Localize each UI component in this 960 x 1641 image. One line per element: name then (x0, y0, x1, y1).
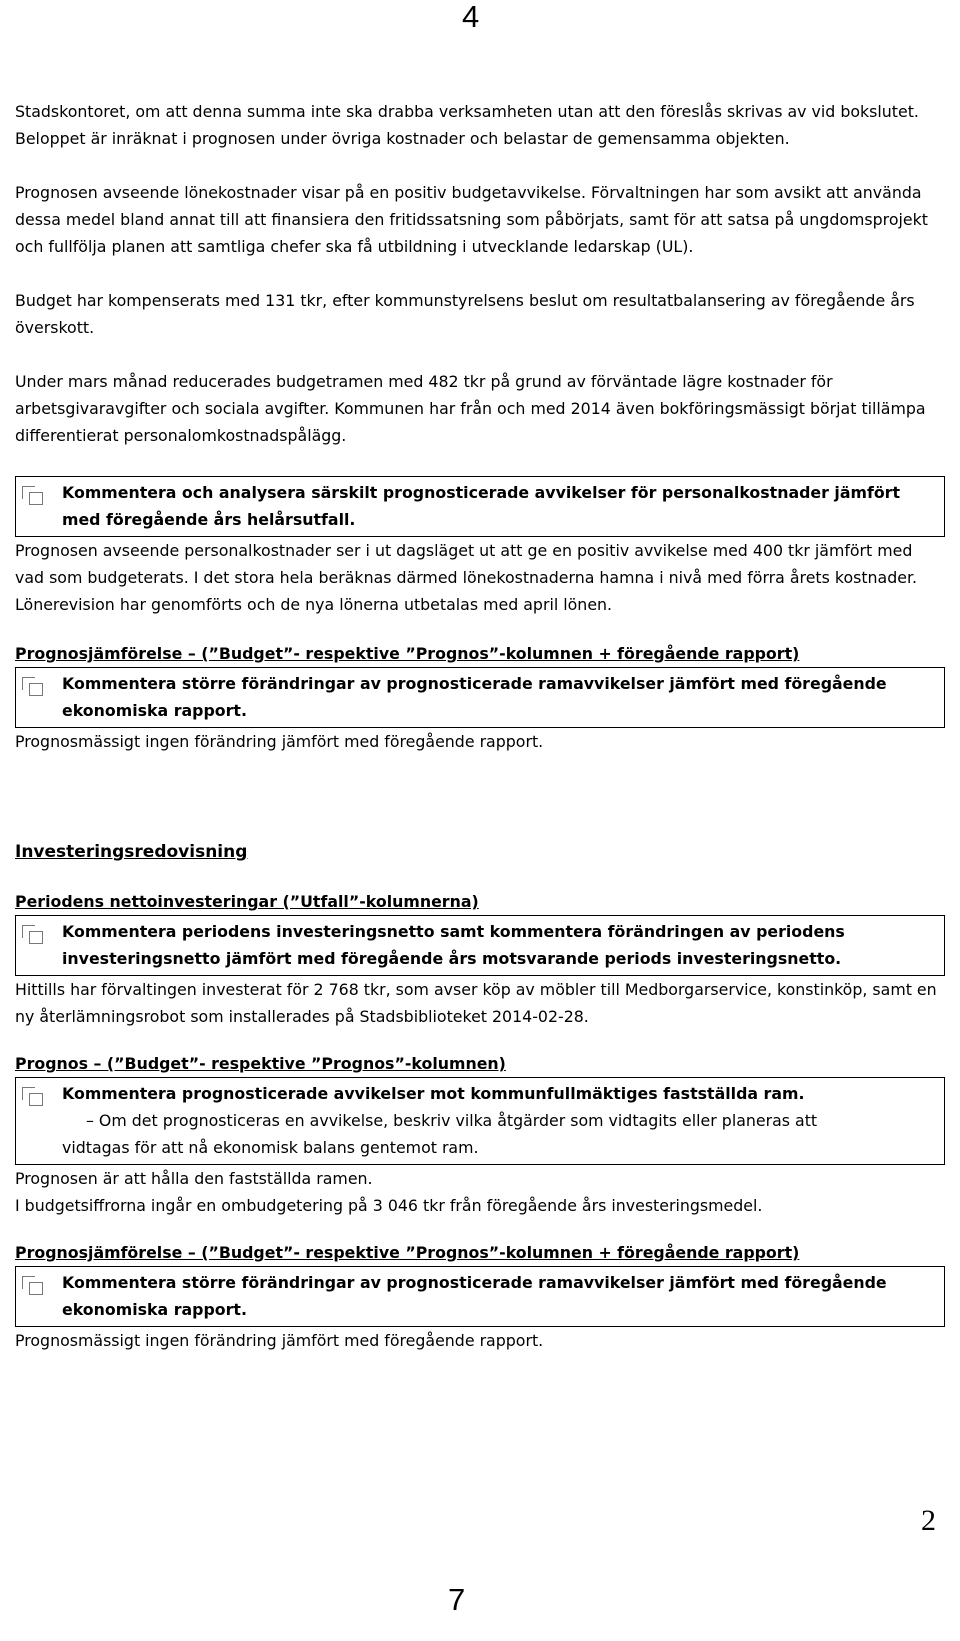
paragraph: Stadskontoret, om att denna summa inte ska drabba verksamheten utan att den föreslås skrivas av vid bokslutet. Beloppet är inräknat i prognosen under övriga kostnader och belastar de gemensamma objekten. (15, 102, 919, 148)
checkbox-icon (22, 925, 35, 938)
paragraph: Prognosmässigt ingen förändring jämfört med föregående rapport. (15, 732, 544, 751)
checkbox-icon (22, 486, 35, 499)
comment-box (15, 1266, 945, 1327)
paragraph: I budgetsiffrorna ingår en ombudgetering på 3 046 tkr från föregående års investeringsmedel. (15, 1196, 763, 1215)
comment-box-text: Kommentera större förändringar av prognosticerade ramavvikelser jämfört med föregående ekonomiska rapport. (62, 674, 887, 720)
page-number-top: 4 (462, 0, 480, 34)
paragraph: Prognosmässigt ingen förändring jämfört med föregående rapport. (15, 1331, 544, 1350)
section-heading: Prognosjämförelse – (”Budget”- respektive ”Prognos”-kolumnen + föregående rapport) (15, 1243, 800, 1262)
section-heading: Periodens nettoinvesteringar (”Utfall”-kolumnerna) (15, 892, 479, 911)
checkbox-icon (22, 1276, 35, 1289)
comment-box-text: Kommentera prognosticerade avvikelser mot kommunfullmäktiges fastställda ram. (62, 1084, 805, 1103)
paragraph: Prognosen avseende lönekostnader visar på en positiv budgetavvikelse. Förvaltningen har som avsikt att använda dessa medel bland annat till att finansiera den fritidssatsning som påbörjats, samt för att satsa på ungdomsprojekt och fullfölja planen att samtliga chefer ska få utbildning i utvecklande ledarskap (UL). (15, 183, 928, 256)
checkbox-icon (22, 677, 35, 690)
comment-box-subtext: vidtagas för att nå ekonomisk balans gentemot ram. (62, 1138, 479, 1157)
paragraph: Prognosen är att hålla den fastställda ramen. (15, 1169, 373, 1188)
paragraph: Hittills har förvaltingen investerat för 2 768 tkr, som avser köp av möbler till Medborgarservice, konstinköp, samt en ny återlämningsrobot som installerades på Stadsbiblioteket 2014-02-28. (15, 980, 937, 1026)
paragraph: Under mars månad reducerades budgetramen med 482 tkr på grund av förväntade lägre kostnader för arbetsgivaravgifter och sociala avgifter. Kommunen har från och med 2014 även bokföringsmässigt börjat tillämpa differentierat personalomkostnadspålägg. (15, 372, 926, 445)
comment-box (15, 476, 945, 537)
section-heading: Prognosjämförelse – (”Budget”- respektive ”Prognos”-kolumnen + föregående rapport) (15, 644, 800, 663)
section-heading: Prognos – (”Budget”- respektive ”Prognos”-kolumnen) (15, 1054, 506, 1073)
main-heading: Investeringsredovisning (15, 842, 248, 862)
page-number-right: 2 (921, 1504, 936, 1537)
comment-box-text: Kommentera periodens investeringsnetto samt kommentera förändringen av periodens investeringsnetto jämfört med föregående års motsvarande periods investeringsnetto. (62, 922, 845, 968)
document-body (15, 98, 945, 1354)
comment-box (15, 667, 945, 728)
page-number-bottom: 7 (448, 1582, 466, 1617)
comment-box-text: Kommentera större förändringar av prognosticerade ramavvikelser jämfört med föregående ekonomiska rapport. (62, 1273, 887, 1319)
paragraph: Budget har kompenserats med 131 tkr, efter kommunstyrelsens beslut om resultatbalansering av föregående års överskott. (15, 291, 915, 337)
checkbox-icon (22, 1087, 35, 1100)
comment-box (15, 1077, 945, 1165)
comment-box (15, 915, 945, 976)
comment-box-subtext: – Om det prognosticeras en avvikelse, beskriv vilka åtgärder som vidtagits eller planeras att (86, 1111, 818, 1130)
comment-box-text: Kommentera och analysera särskilt prognosticerade avvikelser för personalkostnader jämfört med föregående års helårsutfall. (62, 483, 901, 529)
paragraph: Prognosen avseende personalkostnader ser i ut dagsläget ut att ge en positiv avvikelse med 400 tkr jämfört med vad som budgeterats. I det stora hela beräknas därmed lönekostnaderna hamna i nivå med förra årets kostnader. Lönerevision har genomförts och de nya lönerna utbetalas med april lönen. (15, 541, 918, 614)
